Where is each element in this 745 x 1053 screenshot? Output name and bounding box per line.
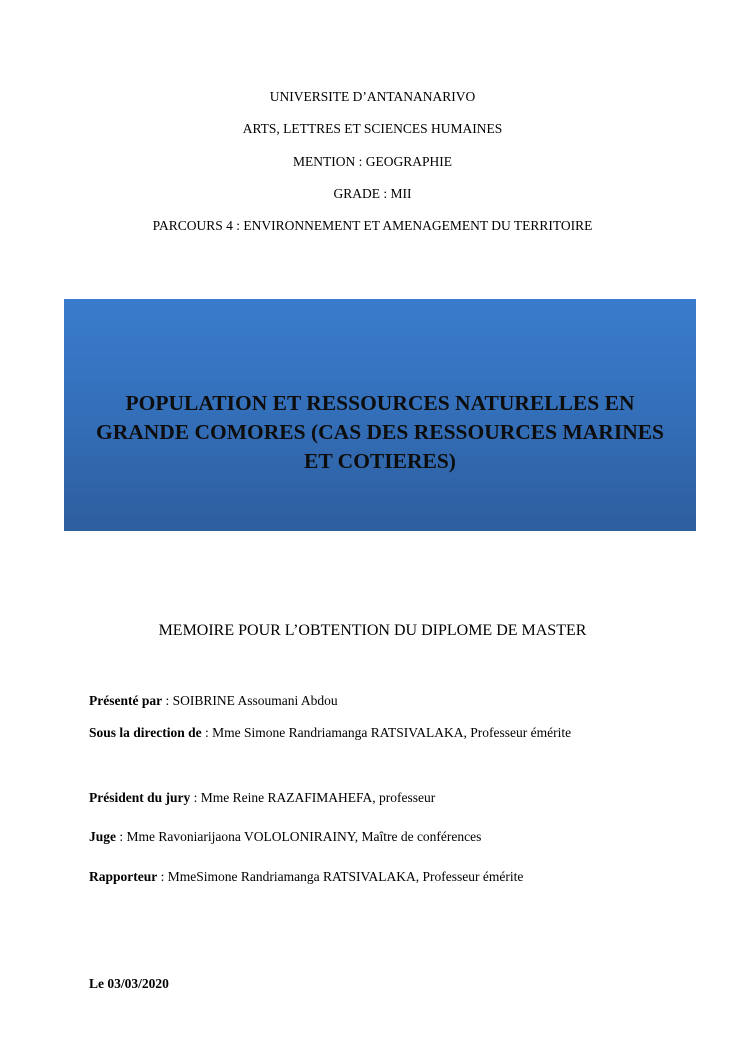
parcours-line: PARCOURS 4 : ENVIRONNEMENT ET AMENAGEMENT DU TERRITOIRE [152,218,593,233]
supervision-label: Sous la direction de [89,725,202,740]
jury-judge-value: : Mme Ravoniarijaona VOLOLONIRAINY, Maître de conférences [116,829,482,844]
supervision-value: : Mme Simone Randriamanga RATSIVALAKA, Professeur émérite [201,725,572,740]
mention-line: MENTION : GEOGRAPHIE [293,154,452,169]
presented-by-label: Présenté par [89,693,163,708]
jury-rapporteur-label: Rapporteur [89,869,158,884]
thesis-title [75,389,685,476]
supervision [89,725,571,741]
jury-president [89,790,435,806]
jury-rapporteur-value: : MmeSimone Randriamanga RATSIVALAKA, Professeur émérite [157,869,524,884]
presented-by [89,693,338,709]
title-banner [64,299,696,531]
defense-date: Le 03/03/2020 [89,976,169,991]
thesis-title-line-1: POPULATION ET RESSOURCES NATURELLES EN [125,390,635,415]
jury-president-label: Président du jury [89,790,191,805]
jury-judge-label: Juge [89,829,116,844]
jury-judge [89,829,481,845]
jury-rapporteur [89,869,523,885]
grade-line: GRADE : MII [333,186,412,201]
thesis-subtitle: MEMOIRE POUR L’OBTENTION DU DIPLOME DE MASTER [158,622,587,639]
jury-president-value: : Mme Reine RAZAFIMAHEFA, professeur [190,790,436,805]
thesis-title-line-2: GRANDE COMORES (CAS DES RESSOURCES MARINES [95,419,665,444]
presented-by-value: : SOIBRINE Assoumani Abdou [162,693,338,708]
thesis-title-line-3: ET COTIERES) [304,448,456,473]
faculty-name: ARTS, LETTRES ET SCIENCES HUMAINES [242,121,503,136]
university-name: UNIVERSITE D’ANTANANARIVO [269,89,476,104]
